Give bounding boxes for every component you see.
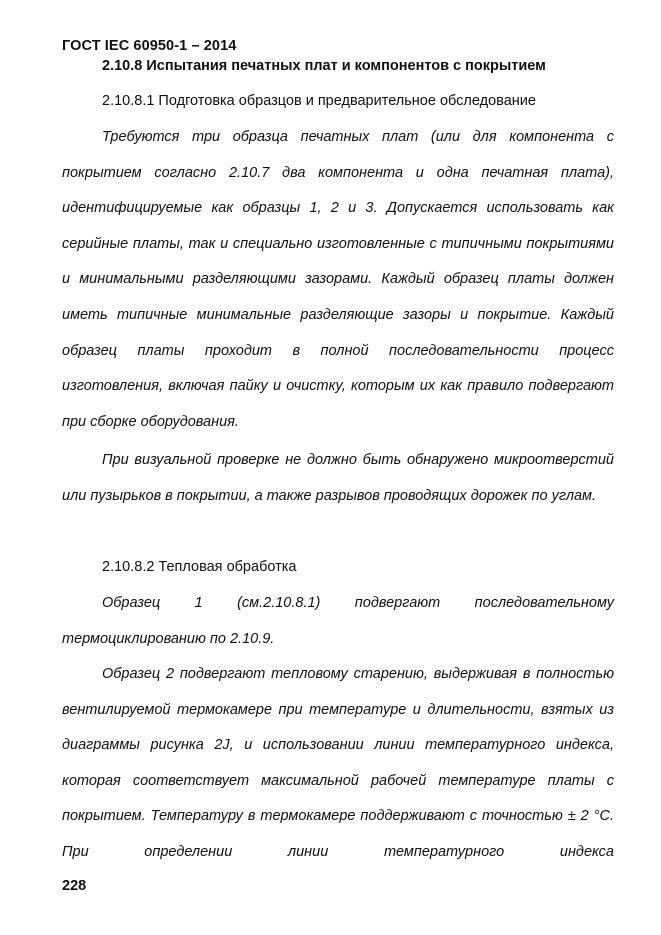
paragraph-block-1 [62,120,614,440]
subsection-heading-2-10-8-1: 2.10.8.1 Подготовка образцов и предварительное обследование [102,93,536,109]
subsection-heading-block [62,84,614,120]
subsection-heading-block-2 [62,550,614,586]
paragraph-samples: Требуются три образца печатных плат (или для компонента с покрытием согласно 2.10.7 два компонента и одна печатная плата), идентифицируемые как образцы 1, 2 и 3. Допускается использовать как серийные платы, так и специально изготовленные с типичными покрытиями и минимальными разделяющими зазорами. Каждый образец платы должен иметь типичные минимальные разделяющие зазоры и покрытие. Каждый образец платы проходит в полной последовательности процесс изготовления, включая пайку и очистку, которым их как правило подвергают при сборке оборудования. [62,129,614,430]
paragraph-sample-2: Образец 2 подвергают тепловому старению, выдерживая в полностью вентилируемой термокамере при температуре и длительности, взятых из диаграммы рисунка 2J, и использовании линии температурного индекса, которая соответствует максимальной рабочей температуре платы с покрытием. Температуру в термокамере поддерживают с точностью ± 2 °C. При определении линии температурного индекса [62,666,614,860]
document-header: ГОСТ IEC 60950-1 – 2014 [62,38,237,54]
paragraph-sample-1: Образец 1 (см.2.10.8.1) подвергают последовательному термоциклированию по 2.10.9. [62,595,614,647]
section-title: 2.10.8 Испытания печатных плат и компонентов с покрытием [102,58,546,74]
paragraph-visual-check: При визуальной проверке не должно быть обнаружено микроотверстий или пузырьков в покрытии, а также разрывов проводящих дорожек по углам. [62,452,614,504]
page-number: 228 [62,878,87,894]
subsection-heading-2-10-8-2: 2.10.8.2 Тепловая обработка [102,559,297,575]
paragraph-block-4 [62,657,614,871]
paragraph-block-3 [62,586,614,657]
paragraph-block-2 [62,443,614,514]
